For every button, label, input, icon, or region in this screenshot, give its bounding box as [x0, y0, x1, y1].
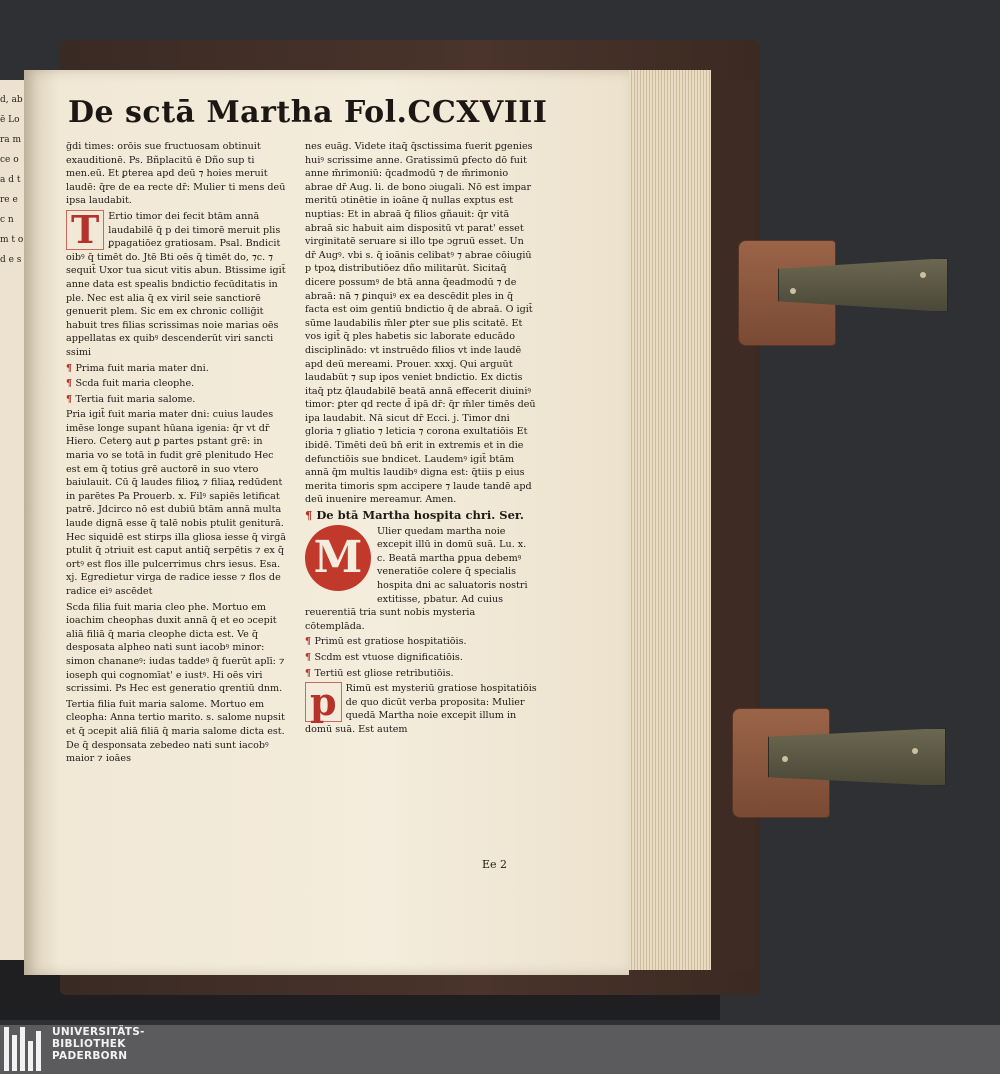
- paragraph: Tertia filia fuit maria salome. Mortuo em cleopha: Anna tertio marito. s. salome nupsit et q̄ ɔcepit aliā filiā q̄ maria salome dicta est. De q̄ desponsata zebedeo nati sunt iacobꝰ maior ⁊ ioāes: [66, 698, 285, 765]
- cover-edge: [705, 80, 755, 970]
- rivet: [912, 748, 918, 754]
- paragraph-text: Ertio timor dei fecit btām annā laudabilē q̄ p dei timorē meruit plis ꝑpagatiōez gratiosam. Psal. Bndicit oibꝰ q̄ timēt do. Jtē Bti oēs q̄ timēt do, ⁊c. ⁊ sequit̄ Uxor tua sicut vitis abun. Btissime igit̄ anne data est spealis bndictio fecūditatis in ple. Nec est alia q̄ ex viril seie sanctiorē genuerit plem. Sic em ex chronic collig̃it habuit tres filias scrissimas noie marias oēs appellatas ex quibꝰ descenderūt viri sancti ssimi: [66, 210, 286, 358]
- rivet: [920, 272, 926, 278]
- library-name-line: PADERBORN: [52, 1050, 128, 1062]
- paragraph-text: Rimū est mysteriū gratiose hospitatiōis de quo dicūt verba proposita: Mulier quedā Martha noie excepit illum in domū suā. Est autem: [305, 683, 537, 735]
- paragraph: nes euāg. Videte itaq̄ q̄sctissima fuerit ꝑgenies huiꝰ scrissime anne. Gratissimū ꝑfecto dō fuit anne m̄rimoniū: q̄cadmodū ⁊ de m̄rimonio abrae dr̄ Aug. li. de bono ɔiugali. Nō est impar meritū ɔtinētie in ioāne q̄ nullas exptus est nuptias: Et in abraā q̄ filios gñauit: q̄r vitā abraā sic habuit aim dispositū vt parat' esset virginitatē seruare si illo tpe ɔgruū esset. Un dr̄ Augꝰ. vbi s. q̄ ioānis celibatꝰ ⁊ abrae cōiugiū p tpoꝝ distributiōez dño militarūt. Sicitaq̄ dicere possumꝰ de btā anna q̄eadmodū ⁊ de abraā: nā ⁊ ꝑinquiꝰ ex ea descēdit ples in q̄ facta est oim gentiū bndictio q̄ de abraā. O igit̄ sūme laudabilis m̄ler ꝑter sue plis scitatē. Et vos igit̄ q̄ ples habetis sic laborate educādo disciplinādo: vt instruēdo filios vt inde laudē apd deū mereami. Prouer. xxxj. Qui arguūt laudabūt ⁊ sup ipos veniet bndictio. Ex dictis itaq̄ ptz q̄laudabilē beatā annā effecerit diuiniꝰ timor: ꝑter qd recte d̄ ipā dr̄: q̄r m̄ler timēs deū ipa laudabit. Nā sicut dr̄ Ecci. j. Timor dni gloria ⁊ gliatio ⁊ leticia ⁊ corona exultatiōis Et ibidē. Timēti deū bn̄ erit in extremis et in die defunctiōis sue bndicet. Laudemꝰ igit̄ btām annā q̄m multis laudibꝰ digna est: q̄tiis p eius merita timoris spm accipere ⁊ laude tandē apd deū inuenire mereamur. Amen.: [305, 141, 536, 506]
- rubric-mark: ¶: [305, 636, 315, 648]
- sermon-incipit: [305, 525, 537, 634]
- lower-clasp-metal: [768, 728, 946, 786]
- heading-text: De sctā Martha Fol.CCXVIII: [68, 95, 548, 130]
- list-item-text: Primū est gratiose hospitatiōis.: [314, 636, 467, 648]
- footer-bar: [0, 1025, 1000, 1074]
- library-name-line: UNIVERSITÄTS-: [52, 1026, 145, 1038]
- initial-letter-m: M: [305, 525, 371, 591]
- paragraph: Scda filia fuit maria cleo phe. Mortuo em ioachim cheophas duxit annā q̄ et eo ɔcepit aliā filiā q̄ maria cleophe dicta est. Ve q̄ desposata alpheo nati sunt iacobꝰ minor: simon chananeꝰ: iudas taddeꝰ q̄ fuerūt aplī: ⁊ ioseph qui cognomīat' e iustꝰ. Hi oēs viri scrissimi. Ps Hec est generatio qrentiū dnm.: [66, 601, 285, 695]
- rubric-mark: ¶: [66, 362, 76, 374]
- rubric-mark: ¶: [305, 667, 315, 679]
- list-item: [66, 377, 291, 391]
- list-item-text: Scda fuit maria cleophe.: [75, 378, 195, 390]
- paragraph: [66, 206, 291, 360]
- library-logo-icon: [4, 1027, 48, 1071]
- paragraph: Pria igit̄ fuit maria mater dni: cuius laudes imēse longe supant hūana igenia: q̄r vt dr̄ Hiero. Ceterꝯ aut ꝑ partes pstant grē: in maria vo se totā in fudit grē plenitudo Hec est em q̄ totius grē auctorē in suo vtero baiulauit. Cū q̄ laudes filioꝝ ⁊ filiaꝝ redūdent in parētes Pa Prouerb. x. Filꝰ sapiēs letificat patrē. Jdcirco nō est dubiū btām annā multa laude dignā esse q̄ talē nobis ptulit geniturā. Hec siquidē est stirps illa gliosa iesse q̄ virgā ptulit q̄ ɔtriuit est caput antiq̄ serpētis ⁊ ex q̄ ortꝰ est flos ille pulcerrimus chrs iesus. Esa. xj. Egredietur virga de radice iesse ⁊ flos de radice eiꝰ ascēdet: [66, 409, 286, 597]
- list-item-text: Prima fuit maria mater dni.: [75, 362, 209, 374]
- list-item-text: Scdm est vtuose dignificatiōis.: [314, 651, 463, 663]
- list-item-text: Tertiū est gliose retributiōis.: [314, 667, 454, 679]
- list-item: [305, 667, 537, 681]
- drop-cap: T: [66, 210, 104, 250]
- list-item: [305, 635, 537, 649]
- list-item: [305, 651, 537, 665]
- left-column: [66, 140, 291, 855]
- rubric-mark: ¶: [305, 508, 317, 523]
- list-item: [66, 362, 291, 376]
- right-column: [305, 140, 537, 860]
- rivet: [782, 756, 788, 762]
- library-name: [52, 1026, 145, 1062]
- sermon-title-text: De btā Martha hospita chri. Ser.: [316, 508, 524, 523]
- sermon-title: [305, 509, 537, 523]
- rubric-mark: ¶: [66, 393, 76, 405]
- signature-mark: Ee 2: [482, 858, 508, 871]
- list-item: [66, 393, 291, 407]
- incipit-text: Ulier quedam martha noie excepit illū in domū suā. Lu. x. c. Beatā martha ꝑpua debemꝰ veneratiōe colere q̄ specialis hospita dni ac saluatoris nostri extitisse, pbatur. Ad cuius reuerentiā tria sunt nobis mysteria cōtemplāda.: [305, 525, 528, 632]
- rubric-mark: ¶: [305, 651, 315, 663]
- drop-cap-p: p: [305, 682, 342, 722]
- left-page-text: d, ab ē Lo ra m ce o a d t re e c n m t o d e s: [0, 95, 24, 265]
- list-item-text: Tertia fuit maria salome.: [75, 393, 196, 405]
- library-name-line: BIBLIOTHEK: [52, 1038, 126, 1050]
- paragraph: [305, 679, 537, 736]
- page-heading: [68, 95, 548, 137]
- page-stack-fore-edge: [628, 70, 711, 970]
- paragraph: ḡdi times: orōis sue fructuosam obtinuit exauditionē. Ps. Bñplacitū ē Dño sup ti men.eū. Et ꝑterea apd deū ⁊ hoies meruit laudē: q̄re de ea recte dr̄: Mulier ti mens deū ipsa laudabit.: [66, 141, 286, 207]
- rubric-mark: ¶: [66, 378, 76, 390]
- rivet: [790, 288, 796, 294]
